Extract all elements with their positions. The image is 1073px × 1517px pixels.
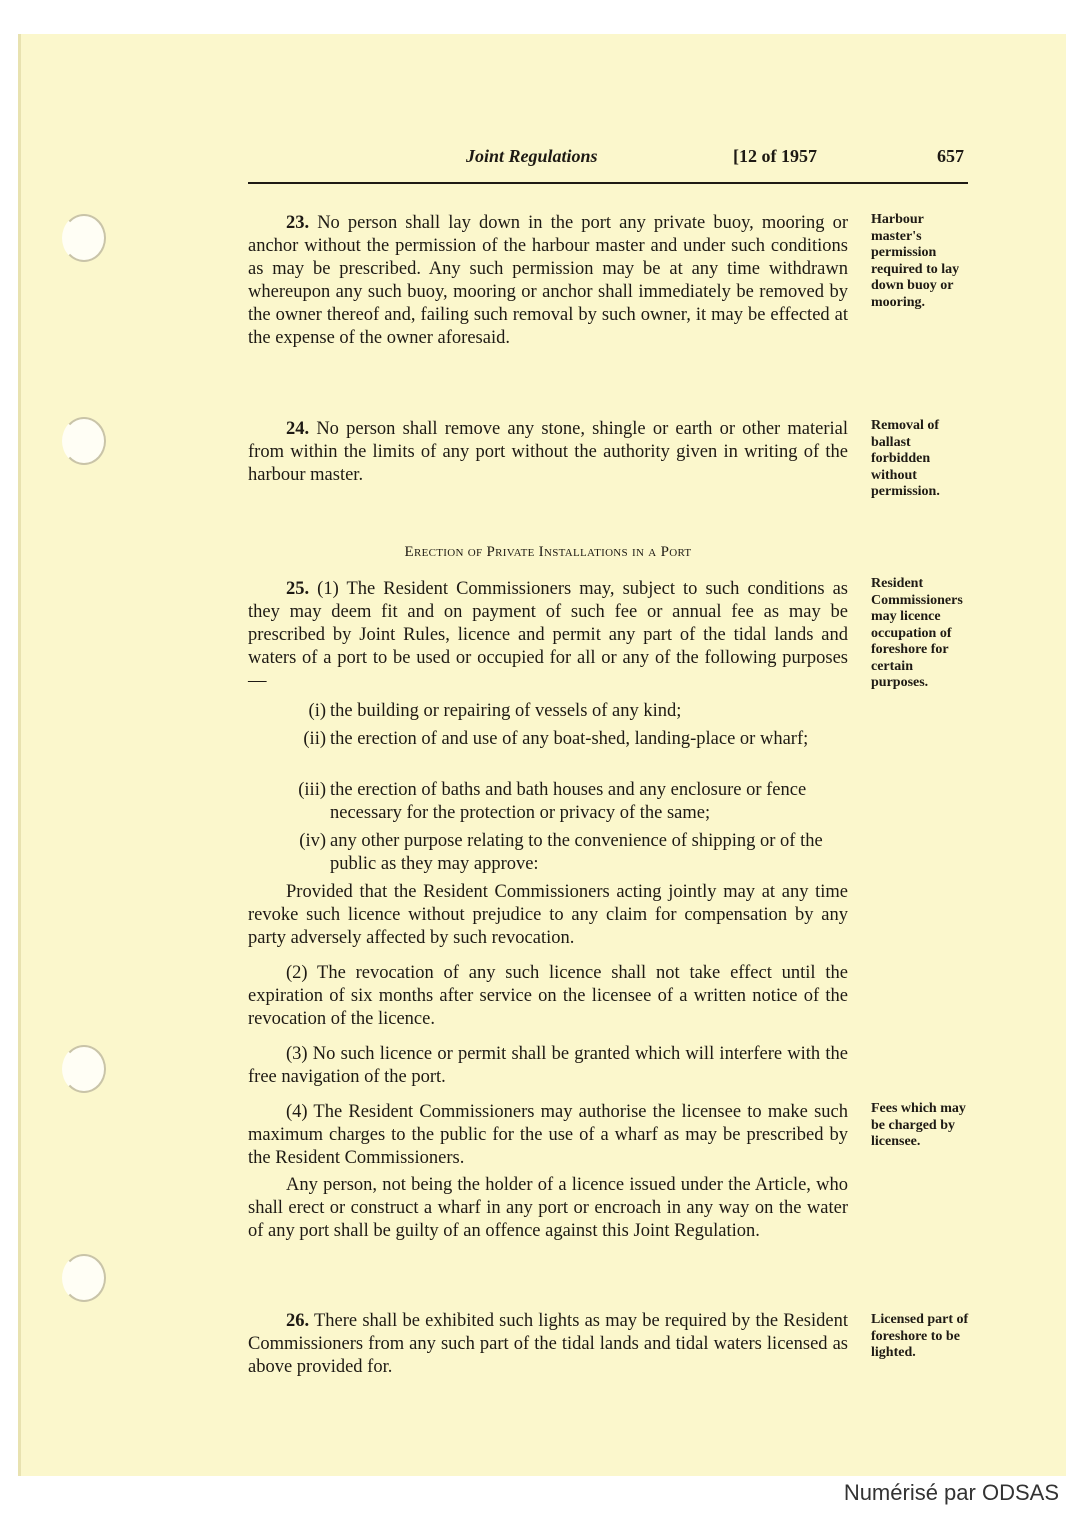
section-23 (248, 212, 848, 350)
page-number: 657 (937, 146, 964, 166)
item-label: (iv) (299, 831, 326, 851)
margin-note-fees: Fees which may be charged by licensee. (871, 1101, 966, 1149)
section-number: 24. (286, 419, 310, 439)
margin-note-23: Harbour master's permission required to lay down buoy or mooring. (871, 212, 960, 310)
item-text: the erection of and use of any boat-shed, landing-place or wharf; (330, 729, 809, 749)
section-25-intro (248, 578, 848, 693)
section-number: 23. (286, 213, 310, 233)
section-text: (1) The Resident Commissioners may, subject to such conditions as they may deem fit and on payment of such fee or annual fee as may be prescribed by Joint Rules, licence and permit any part of the tidal lands and waters of a port to be used or occupied for all or any of the following purposes— (248, 579, 848, 691)
binder-hole (62, 417, 106, 465)
section-number: 25. (286, 579, 310, 599)
item-text: the erection of baths and bath houses and any enclosure or fence necessary for the protection or privacy of the same; (330, 780, 807, 823)
act-reference: [12 of 1957 (733, 146, 817, 166)
subsection-4: (4) The Resident Commissioners may authorise the licensee to make such maximum charges to the public for the use of a wharf as may be prescribed by the Resident Commissioners. (248, 1102, 848, 1168)
margin-note-24: Removal of ballast forbidden without permission. (871, 418, 940, 499)
digitisation-credit: Numérisé par ODSAS (843, 1480, 1059, 1505)
list-item (248, 700, 848, 723)
section-heading: Erection of Private Installations in a Port (404, 544, 692, 560)
list-item (248, 779, 848, 825)
section-text: There shall be exhibited such lights as may be required by the Resident Commissioners from any such part of the tidal lands and tidal waters licensed as above provided for. (248, 1311, 848, 1377)
binder-hole (62, 1254, 106, 1302)
subsection-2: (2) The revocation of any such licence shall not take effect until the expiration of six months after service on the licensee of a written notice of the revocation of the licence. (248, 963, 848, 1029)
section-24 (248, 418, 848, 487)
item-text: any other purpose relating to the convenience of shipping or of the public as they may approve: (330, 831, 823, 874)
section-text: No person shall remove any stone, shingle or earth or other material from within the limits of any port without the authority given in writing of the harbour master. (248, 419, 848, 485)
item-label: (i) (308, 701, 326, 721)
item-label: (iii) (298, 780, 326, 800)
binder-hole (62, 1045, 106, 1093)
list-item (248, 830, 848, 876)
section-number: 26. (286, 1311, 310, 1331)
section-text: No person shall lay down in the port any private buoy, mooring or anchor without the permission of the harbour master and under such conditions as may be prescribed. Any such permission may be at any time withdrawn whereupon any such buoy, mooring or anchor shall immediately be removed by the owner thereof and, failing such removal by such owner, it may be effected at the expense of the owner aforesaid. (248, 213, 848, 348)
list-item (248, 728, 848, 751)
proviso: Provided that the Resident Commissioners acting jointly may at any time revoke such licence without prejudice to any claim for compensation by any party adversely affected by such revocation. (248, 882, 848, 948)
page-edge (18, 34, 21, 1476)
item-label: (ii) (303, 729, 326, 749)
margin-note-26: Licensed part of foreshore to be lighted. (871, 1312, 969, 1360)
item-text: the building or repairing of vessels of any kind; (330, 701, 682, 721)
offence-paragraph: Any person, not being the holder of a licence issued under the Article, who shall erect or construct a wharf in any port or encroach in any way on the water of any port shall be guilty of an offence against this Joint Regulation. (248, 1175, 848, 1241)
section-26 (248, 1310, 848, 1379)
header-rule (248, 182, 968, 184)
binder-hole (62, 214, 106, 262)
running-title: Joint Regulations (466, 146, 598, 166)
margin-note-25: Resident Commissioners may licence occupation of foreshore for certain purposes. (871, 576, 963, 690)
running-head (248, 146, 968, 168)
subsection-3: (3) No such licence or permit shall be granted which will interfere with the free navigation of the port. (248, 1044, 848, 1087)
